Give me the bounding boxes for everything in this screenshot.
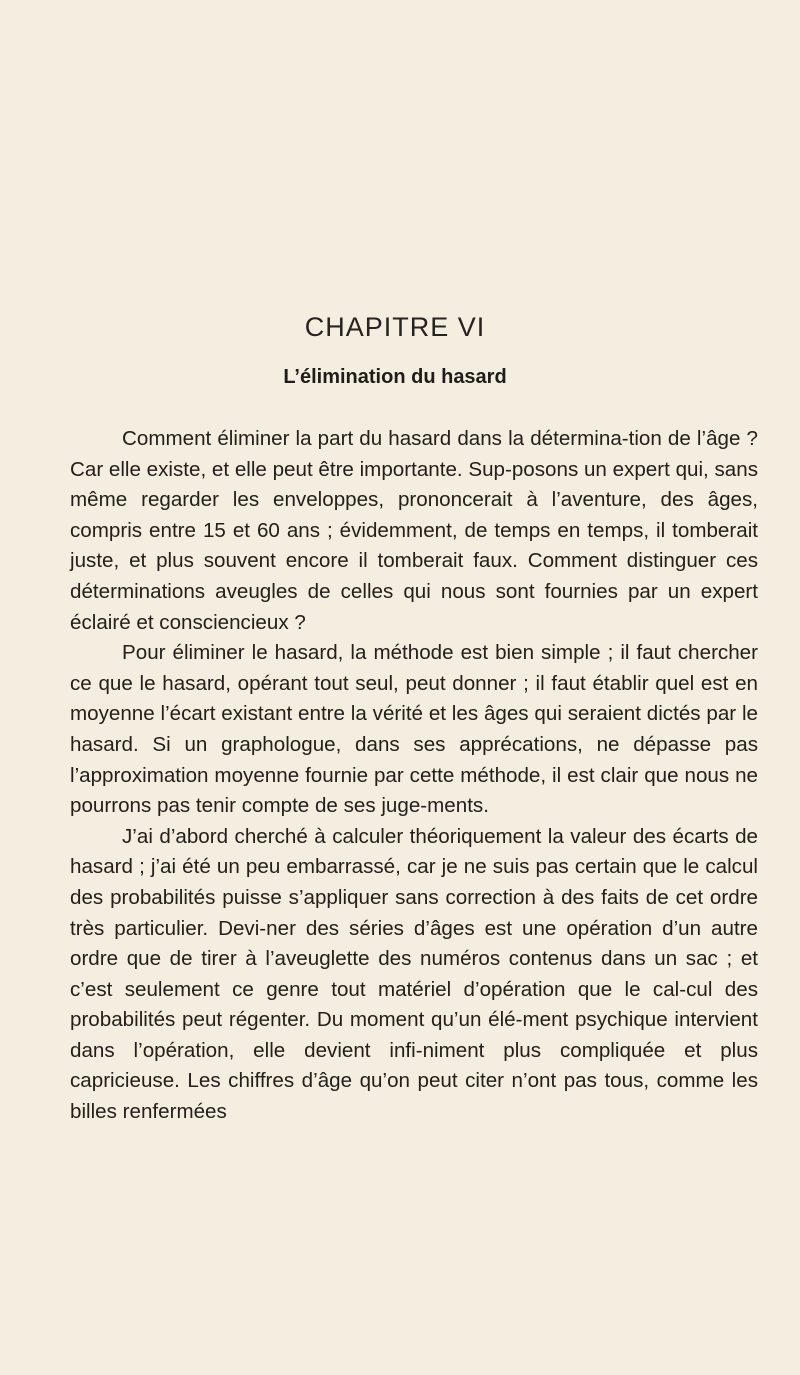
chapter-subtitle: L’élimination du hasard bbox=[283, 366, 507, 388]
paragraph: J’ai d’abord cherché à calculer théoriquement la valeur des écarts de hasard ; j’ai été un peu embarrassé, car je ne suis pas certain que le calcul des probabilités puisse s’appliquer sans correction à des faits de cet ordre très particulier. Devi-ner des séries d’âges est une opération d’un autre ordre que de tirer à l’aveuglette des numéros contenus dans un sac ; et c’est seulement ce genre tout matériel d’opération que le cal-cul des probabilités peut régenter. Du moment qu’un élé-ment psychique intervient dans l’opération, elle devient infi-niment plus compliquée et plus capricieuse. Les chiffres d’âge qu’on peut citer n’ont pas tous, comme les billes renfermées bbox=[70, 824, 758, 1124]
body-text bbox=[70, 424, 758, 1128]
chapter-heading: CHAPITRE VI bbox=[304, 312, 486, 342]
paragraph: Pour éliminer le hasard, la méthode est bien simple ; il faut chercher ce que le hasard, opérant tout seul, peut donner ; il faut établir quel est en moyenne l’écart existant entre la vérité et les âges qui seraient dictés par le hasard. Si un graphologue, dans ses apprécations, ne dépasse pas l’approximation moyenne fournie par cette méthode, il est clair que nous ne pourrons pas tenir compte de ses juge-ments. bbox=[70, 641, 758, 818]
paragraph: Comment éliminer la part du hasard dans la détermina-tion de l’âge ? Car elle existe, et elle peut être importante. Sup-posons un expert qui, sans même regarder les enveloppes, prononcerait à l’aventure, des âges, compris entre 15 et 60 ans ; évidemment, de temps en temps, il tomberait juste, et plus souvent encore il tomberait faux. Comment distinguer ces déterminations aveugles de celles qui nous sont fournies par un expert éclairé et consciencieux ? bbox=[70, 427, 758, 634]
